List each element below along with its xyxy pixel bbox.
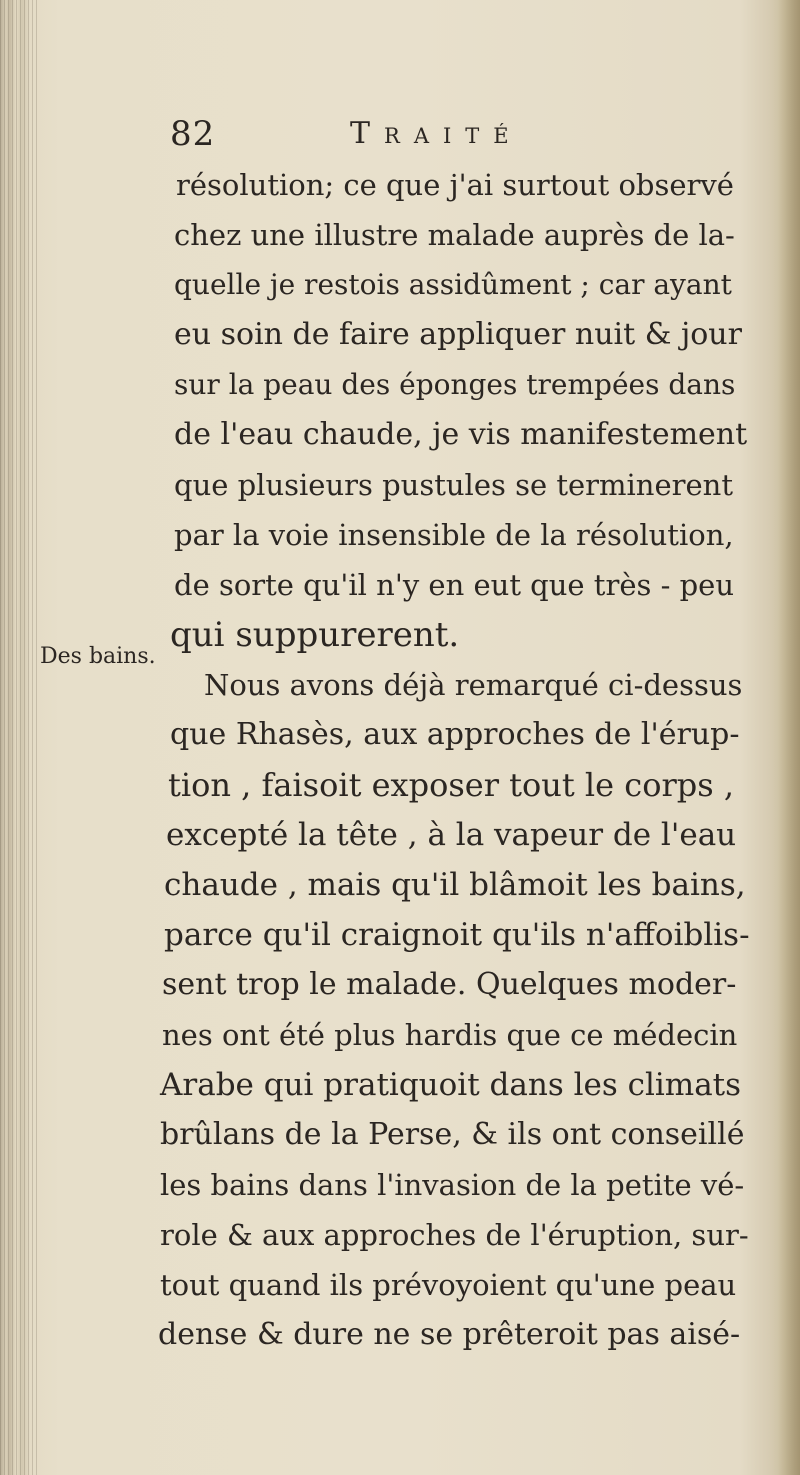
text-line: Nous avons déjà remarqué ci-dessus bbox=[204, 668, 743, 702]
page-edge-shadow bbox=[778, 0, 800, 1475]
text-line: chez une illustre malade auprès de la- bbox=[174, 218, 735, 252]
page-header bbox=[170, 112, 750, 164]
page-number: 82 bbox=[170, 114, 216, 154]
text-line: nes ont été plus hardis que ce médecin bbox=[162, 1018, 738, 1052]
text-line: excepté la tête , à la vapeur de l'eau bbox=[166, 817, 737, 853]
text-line: eu soin de faire appliquer nuit & jour bbox=[174, 317, 742, 352]
text-line: sent trop le malade. Quelques moder- bbox=[162, 967, 737, 1002]
text-line: parce qu'il craignoit qu'ils n'affoiblis- bbox=[164, 917, 750, 953]
text-line: Arabe qui pratiquoit dans les climats bbox=[160, 1067, 742, 1103]
text-line: que plusieurs pustules se terminerent bbox=[174, 468, 734, 502]
text-line: sur la peau des éponges trempées dans bbox=[174, 368, 736, 401]
text-line: quelle je restois assidûment ; car ayant bbox=[174, 268, 732, 301]
text-line: que Rhasès, aux approches de l'érup- bbox=[170, 717, 740, 752]
running-title: Traité bbox=[350, 116, 523, 151]
text-line: tout quand ils prévoyoient qu'une peau bbox=[160, 1268, 737, 1302]
text-line: les bains dans l'invasion de la petite vé- bbox=[160, 1168, 745, 1202]
text-line: par la voie insensible de la résolution, bbox=[174, 518, 734, 552]
text-line: role & aux approches de l'éruption, sur- bbox=[160, 1218, 749, 1252]
text-line: résolution; ce que j'ai surtout observé bbox=[176, 168, 734, 202]
binding-gutter bbox=[0, 0, 40, 1475]
text-line: de l'eau chaude, je vis manifestement bbox=[174, 417, 748, 452]
margin-note: Des bains. bbox=[40, 644, 156, 669]
text-line: tion , faisoit exposer tout le corps , bbox=[168, 766, 734, 804]
text-line: dense & dure ne se prêteroit pas aisé- bbox=[158, 1317, 741, 1352]
text-line: de sorte qu'il n'y en eut que très - peu bbox=[174, 568, 735, 602]
text-line: brûlans de la Perse, & ils ont conseillé bbox=[160, 1117, 745, 1152]
text-line: qui suppurerent. bbox=[170, 615, 460, 655]
text-line: chaude , mais qu'il blâmoit les bains, bbox=[164, 867, 746, 903]
